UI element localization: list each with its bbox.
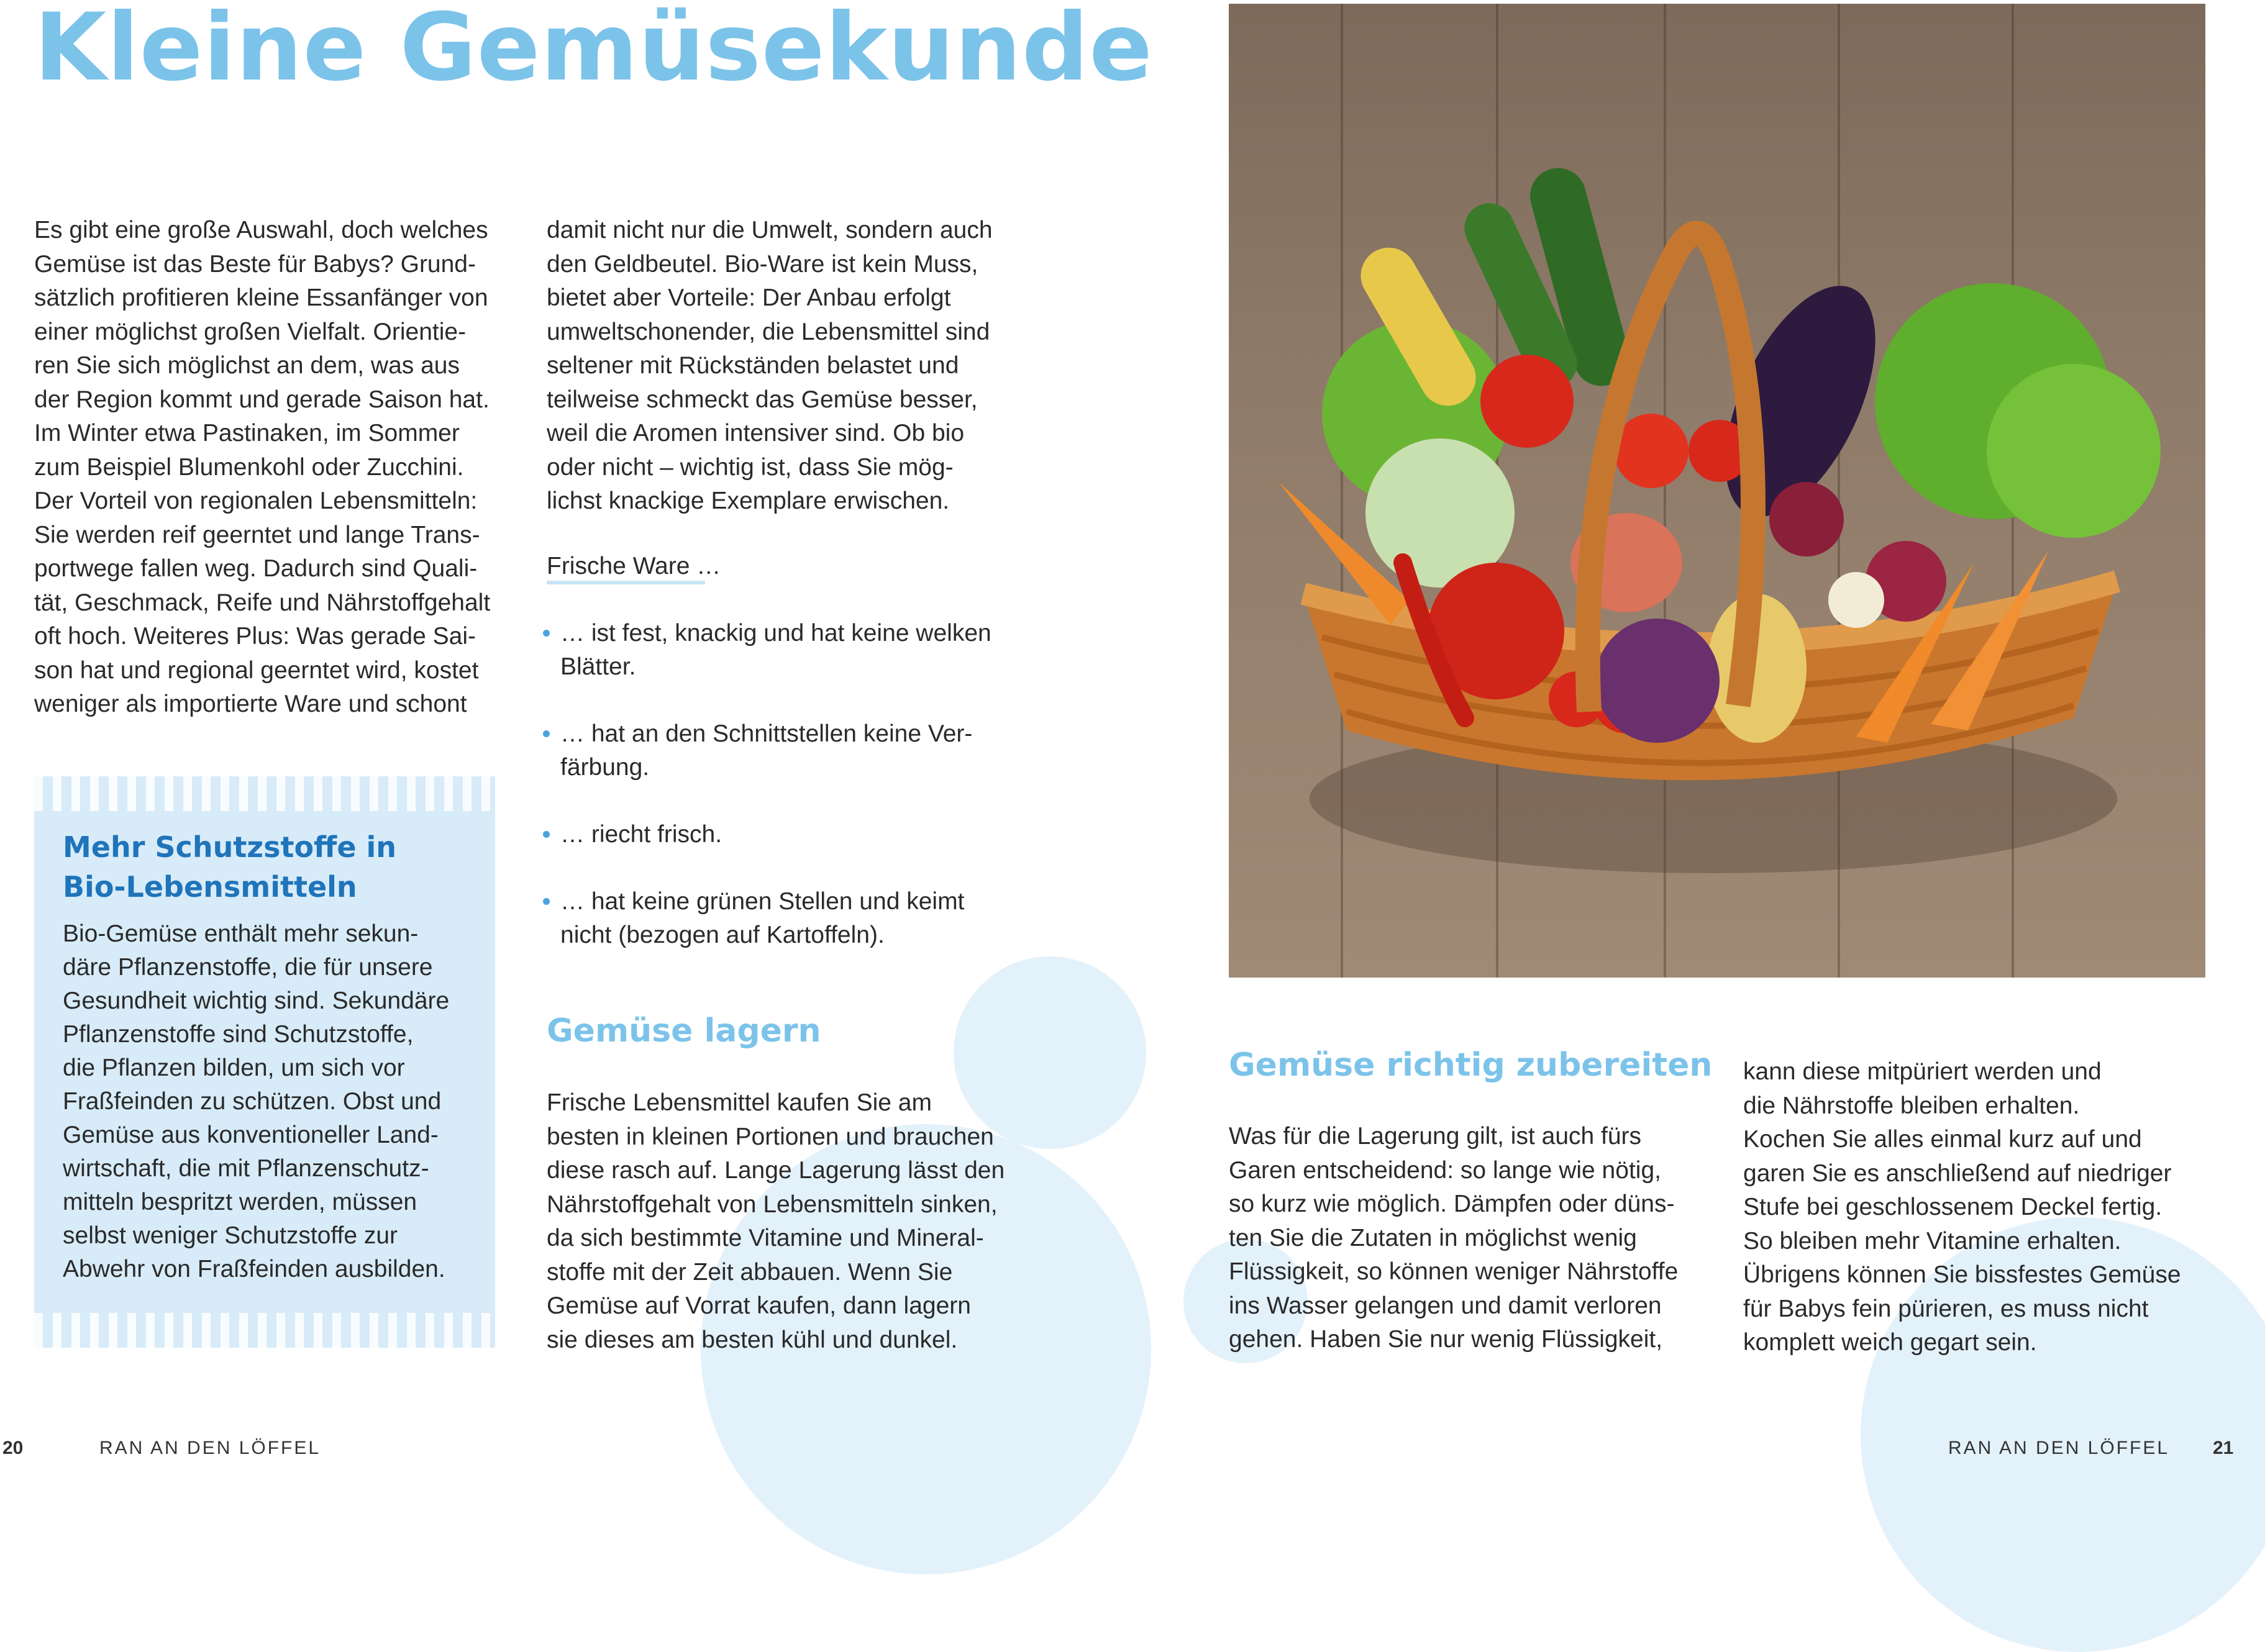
page-title: Kleine Gemüsekunde bbox=[34, 0, 1153, 102]
info-box-title: Mehr Schutzstoffe in Bio-Lebensmitteln bbox=[63, 830, 397, 904]
running-footer-right: RAN AN DEN LÖFFEL bbox=[1948, 1438, 2170, 1458]
list-item: … hat keine grünen Stellen und keimt nicht (bezogen auf Kartoffeln). bbox=[540, 885, 1013, 952]
storage-heading: Gemüse lagern bbox=[547, 1012, 821, 1050]
info-box bbox=[34, 776, 495, 1348]
page-number-right: 21 bbox=[2213, 1438, 2234, 1458]
preparation-heading: Gemüse richtig zubereiten bbox=[1229, 1046, 1713, 1084]
intro-text-col2: damit nicht nur die Umwelt, sondern auch den Geldbeutel. Bio-Ware ist kein Muss, bietet aber Vorteile: Der Anbau erfolgt umweltschonender, die Lebensmittel sind seltener mit Rückständen belastet und teilweise schmeckt das Gemüse besser, weil die Aromen intensiver sind. Ob bio oder nicht – wichtig ist, dass Sie mög- lichst knackige Exemplare erwischen. bbox=[547, 217, 993, 514]
preparation-text-col2: kann diese mitpüriert werden und die Nährstoffe bleiben erhalten. Kochen Sie alles einmal kurz auf und garen Sie es anschließend auf niedriger Stufe bei geschlossenem Deckel fertig. So bleiben mehr Vitamine erhalten. Übrigens können Sie bissfestes Gemüse für Babys fein pürieren, es muss nicht komplett weich gegart sein. bbox=[1743, 1058, 2181, 1356]
preparation-text-col1: Was für die Lagerung gilt, ist auch fürs Garen entscheidend: so lange wie nötig, so kurz wie möglich. Dämpfen oder düns- ten Sie die Zutaten in möglichst wenig Flüssigkeit, so können weniger Nährstoffe ins Wasser gelangen und damit verloren gehen. Haben Sie nur wenig Flüssigkeit, bbox=[1229, 1123, 1679, 1353]
running-footer-left: RAN AN DEN LÖFFEL bbox=[99, 1438, 321, 1458]
info-box-stripes-top bbox=[34, 776, 495, 811]
fresh-goods-label: Frische Ware … bbox=[547, 553, 721, 579]
page-number-left: 20 bbox=[2, 1438, 24, 1458]
list-item: … riecht frisch. bbox=[540, 818, 1013, 851]
vegetable-basket-photo bbox=[1229, 4, 2205, 978]
storage-text: Frische Lebensmittel kaufen Sie am besten in kleinen Portionen und brauchen diese rasch auf. Lange Lagerung lässt den Nährstoffgehalt von Lebensmitteln sinken, da sich bestimmte Vitamine und Mineral- stoffe mit der Zeit abbauen. Wenn Sie Gemüse auf Vorrat kaufen, dann lagern sie dieses am besten kühl und dunkel. bbox=[547, 1089, 1005, 1353]
intro-text-col1: Es gibt eine große Auswahl, doch welches Gemüse ist das Beste für Babys? Grund- sätzlich profitieren kleine Essanfänger von einer möglichst großen Vielfalt. Orientie- ren Sie sich möglichst an dem, was aus der Region kommt und gerade Saison hat. Im Winter etwa Pastinaken, im Sommer zum Beispiel Blumenkohl oder Zucchini. Der Vorteil von regionalen Lebensmitteln: Sie werden reif geerntet und lange Trans- portwege fallen weg. Dadurch sind Quali- tät, Geschmack, Reife und Nährstoffgehalt oft hoch. Weiteres Plus: Was gerade Sai- son hat und regional geerntet wird, kostet weniger als importierte Ware und schont bbox=[34, 217, 491, 717]
list-item: … ist fest, knackig und hat keine welken Blätter. bbox=[540, 617, 1013, 684]
list-item: … hat an den Schnittstellen keine Ver- färbung. bbox=[540, 717, 1013, 784]
info-box-stripes-bottom bbox=[34, 1313, 495, 1348]
basket-illustration bbox=[1229, 4, 2205, 978]
fresh-goods-list bbox=[540, 617, 1013, 952]
info-box-text: Bio-Gemüse enthält mehr sekun- däre Pflanzenstoffe, die für unsere Gesundheit wichtig sind. Sekundäre Pflanzenstoffe sind Schutzstoffe, die Pflanzen bilden, um sich vor Fraßfeinden zu schützen. Obst und Gemüse aus konventioneller Land- wirtschaft, die mit Pflanzenschutz- mitteln bespritzt werden, müssen selbst weniger Schutzstoffe zur Abwehr von Fraßfeinden ausbilden. bbox=[63, 920, 450, 1282]
